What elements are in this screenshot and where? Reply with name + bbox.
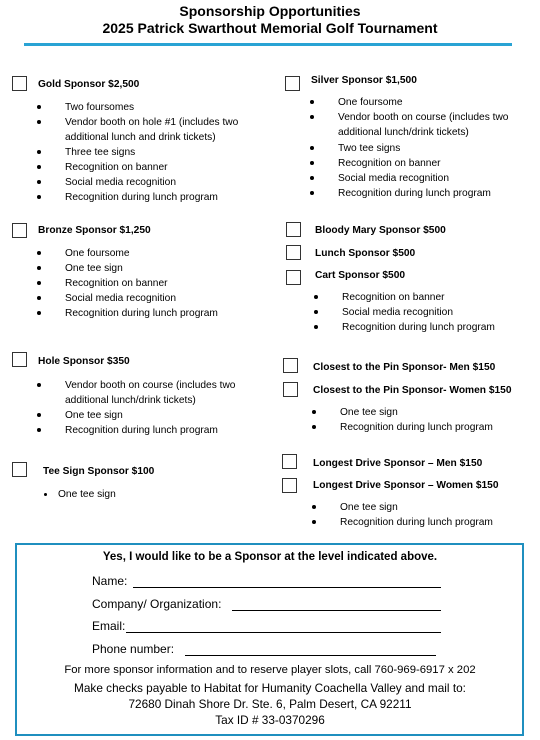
bullet	[314, 325, 318, 329]
longest-drive-women-label: Longest Drive Sponsor – Women $150	[313, 480, 499, 491]
bronze-sponsor-checkbox[interactable]	[12, 223, 27, 238]
bullet	[314, 295, 318, 299]
hole-sponsor-checkbox[interactable]	[12, 352, 27, 367]
company-label: Company/ Organization:	[92, 597, 222, 611]
bullet	[37, 165, 41, 169]
longest-drive-men-label: Longest Drive Sponsor – Men $150	[313, 458, 483, 469]
bullet	[37, 428, 41, 432]
footer-taxid-line: Tax ID # 33-0370296	[215, 713, 325, 727]
footer-address-line: 72680 Dinah Shore Dr. Ste. 6, Palm Desert, CA 92211	[128, 697, 412, 711]
name-label: Name:	[92, 574, 128, 588]
bullet	[37, 296, 41, 300]
page-subtitle: 2025 Patrick Swarthout Memorial Golf Tournament	[102, 20, 438, 36]
phone-field[interactable]	[185, 655, 436, 656]
cart-sponsor-checkbox[interactable]	[286, 270, 301, 285]
closest-pin-women-label: Closest to the Pin Sponsor- Women $150	[313, 385, 512, 396]
header-divider	[24, 43, 512, 46]
page-title: Sponsorship Opportunities	[179, 3, 361, 19]
bullet	[314, 310, 318, 314]
lunch-sponsor-checkbox[interactable]	[286, 245, 301, 260]
bullet	[37, 281, 41, 285]
bullet	[312, 520, 316, 524]
bullet	[312, 505, 316, 509]
bullet	[310, 161, 314, 165]
bullet	[310, 100, 314, 104]
gold-sponsor-checkbox[interactable]	[12, 76, 27, 91]
bullet	[37, 311, 41, 315]
longest-drive-men-checkbox[interactable]	[282, 454, 297, 469]
footer-info-line: For more sponsor information and to reserve player slots, call 760-969-6917 x 202	[64, 664, 476, 676]
silver-sponsor-label: Silver Sponsor $1,500	[311, 75, 417, 86]
bullet	[310, 115, 314, 119]
hole-sponsor-label: Hole Sponsor $350	[38, 356, 130, 367]
bullet	[37, 105, 41, 109]
bullet	[312, 425, 316, 429]
bullet	[37, 180, 41, 184]
lunch-sponsor-label: Lunch Sponsor $500	[315, 248, 416, 259]
phone-label: Phone number:	[92, 642, 175, 656]
name-field[interactable]	[133, 587, 441, 588]
email-label: Email:	[92, 619, 126, 633]
tee-sign-sponsor-checkbox[interactable]	[12, 462, 27, 477]
bronze-sponsor-label: Bronze Sponsor $1,250	[38, 225, 151, 236]
bloody-mary-sponsor-label: Bloody Mary Sponsor $500	[315, 225, 446, 236]
footer-checks-line: Make checks payable to Habitat for Humanity Coachella Valley and mail to:	[74, 681, 466, 695]
company-field[interactable]	[232, 610, 441, 611]
bullet	[310, 146, 314, 150]
closest-pin-women-checkbox[interactable]	[283, 382, 298, 397]
bloody-mary-sponsor-checkbox[interactable]	[286, 222, 301, 237]
bullet	[37, 266, 41, 270]
bullet	[37, 150, 41, 154]
closest-pin-men-label: Closest to the Pin Sponsor- Men $150	[313, 362, 496, 373]
bullet	[310, 176, 314, 180]
email-field[interactable]	[126, 632, 441, 633]
tee-sign-sponsor-label: Tee Sign Sponsor $100	[43, 466, 155, 477]
form-heading: Yes, I would like to be a Sponsor at the level indicated above.	[102, 551, 438, 563]
bullet	[312, 410, 316, 414]
bullet	[37, 120, 41, 124]
closest-pin-men-checkbox[interactable]	[283, 358, 298, 373]
silver-sponsor-checkbox[interactable]	[285, 76, 300, 91]
bullet	[37, 195, 41, 199]
bullet	[310, 191, 314, 195]
bullet	[37, 251, 41, 255]
bullet	[44, 493, 47, 496]
gold-sponsor-label: Gold Sponsor $2,500	[38, 79, 140, 90]
longest-drive-women-checkbox[interactable]	[282, 478, 297, 493]
cart-sponsor-label: Cart Sponsor $500	[315, 270, 406, 281]
bullet	[37, 413, 41, 417]
bullet	[37, 383, 41, 387]
